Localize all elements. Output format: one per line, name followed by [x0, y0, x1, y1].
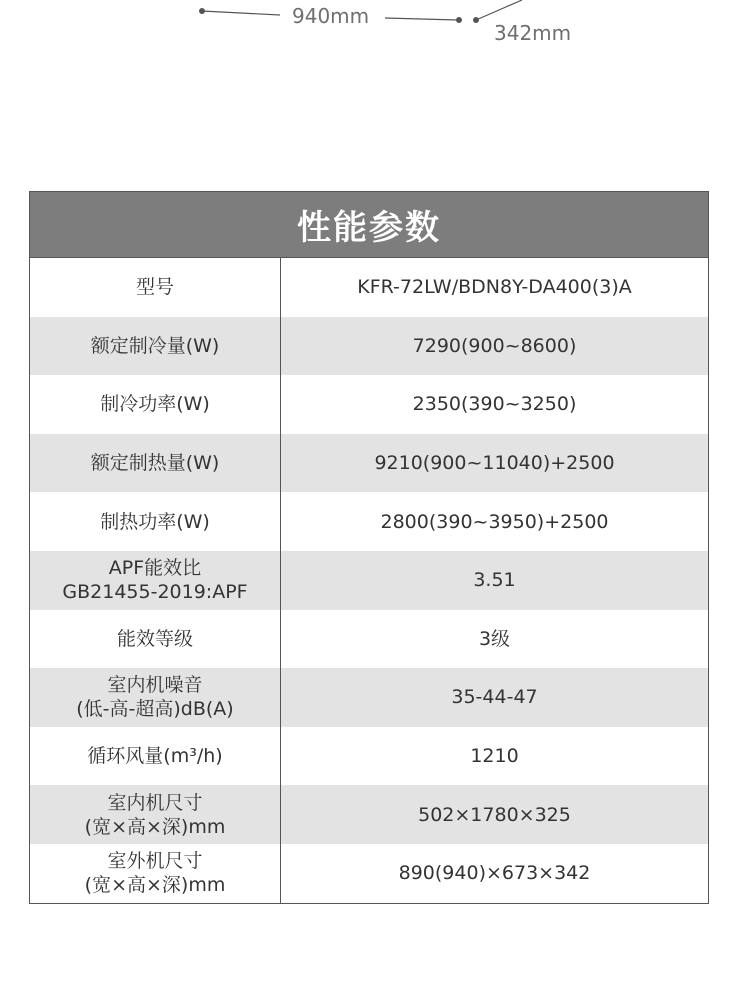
row-value: 35-44-47 [451, 686, 538, 709]
row-label-text-line2: (宽×高×深)mm [84, 874, 226, 897]
row-value: 502×1780×325 [418, 803, 571, 826]
row-label-text: 循环风量(m³/h) [87, 745, 223, 768]
row-label [30, 258, 281, 317]
row-label [30, 551, 281, 610]
performance-spec-table [29, 191, 709, 904]
row-label-text: APF能效比 [108, 557, 202, 580]
width-line-right [385, 18, 458, 20]
row-value: 2350(390~3250) [412, 393, 577, 416]
row-label-text: 制冷功率(W) [100, 393, 210, 416]
row-label-text: 制热功率(W) [100, 510, 210, 533]
row-label [30, 434, 281, 493]
row-value: 1210 [470, 745, 519, 768]
depth-line [476, 0, 522, 20]
table-row [30, 375, 708, 434]
table-row [30, 434, 708, 493]
row-label [30, 785, 281, 844]
row-label [30, 610, 281, 669]
row-label-text: 额定制热量(W) [90, 452, 220, 475]
dimension-annotations [0, 0, 750, 60]
table-row [30, 551, 708, 610]
row-value: 9210(900~11040)+2500 [374, 452, 615, 475]
row-label-text-line2: GB21455-2019:APF [62, 581, 248, 604]
row-value: 7290(900~8600) [412, 334, 577, 357]
row-label-text: 型号 [135, 276, 174, 299]
row-label [30, 727, 281, 786]
width-line-end-dot [456, 17, 462, 23]
width-dimension-label: 940mm [292, 4, 370, 28]
table-row [30, 785, 708, 844]
table-row [30, 727, 708, 786]
row-value: 3.51 [473, 569, 516, 592]
row-label-text-line2: (低-高-超高)dB(A) [76, 698, 234, 721]
row-value: 3级 [478, 627, 511, 650]
table-row [30, 610, 708, 669]
dimension-lines [0, 0, 750, 60]
row-label [30, 844, 281, 903]
table-title: 性能参数 [30, 192, 708, 258]
row-label [30, 375, 281, 434]
table-row [30, 317, 708, 376]
depth-dimension-label: 342mm [494, 21, 572, 45]
row-label-text-line2: (宽×高×深)mm [84, 815, 226, 838]
row-label-text: 室内机噪音 [107, 674, 203, 697]
row-value: 2800(390~3950)+2500 [380, 510, 609, 533]
row-value: 890(940)×673×342 [398, 862, 591, 885]
row-label-text: 室内机尺寸 [107, 791, 203, 814]
width-line-left [202, 11, 280, 15]
table-row [30, 258, 708, 317]
row-label-text: 室外机尺寸 [107, 850, 203, 873]
table-row [30, 492, 708, 551]
row-label-text: 能效等级 [116, 627, 193, 650]
row-label [30, 668, 281, 727]
row-label [30, 317, 281, 376]
table-row [30, 844, 708, 903]
row-value: KFR-72LW/BDN8Y-DA400(3)A [357, 276, 632, 299]
row-label-text: 额定制冷量(W) [90, 334, 220, 357]
row-label [30, 492, 281, 551]
table-row [30, 668, 708, 727]
